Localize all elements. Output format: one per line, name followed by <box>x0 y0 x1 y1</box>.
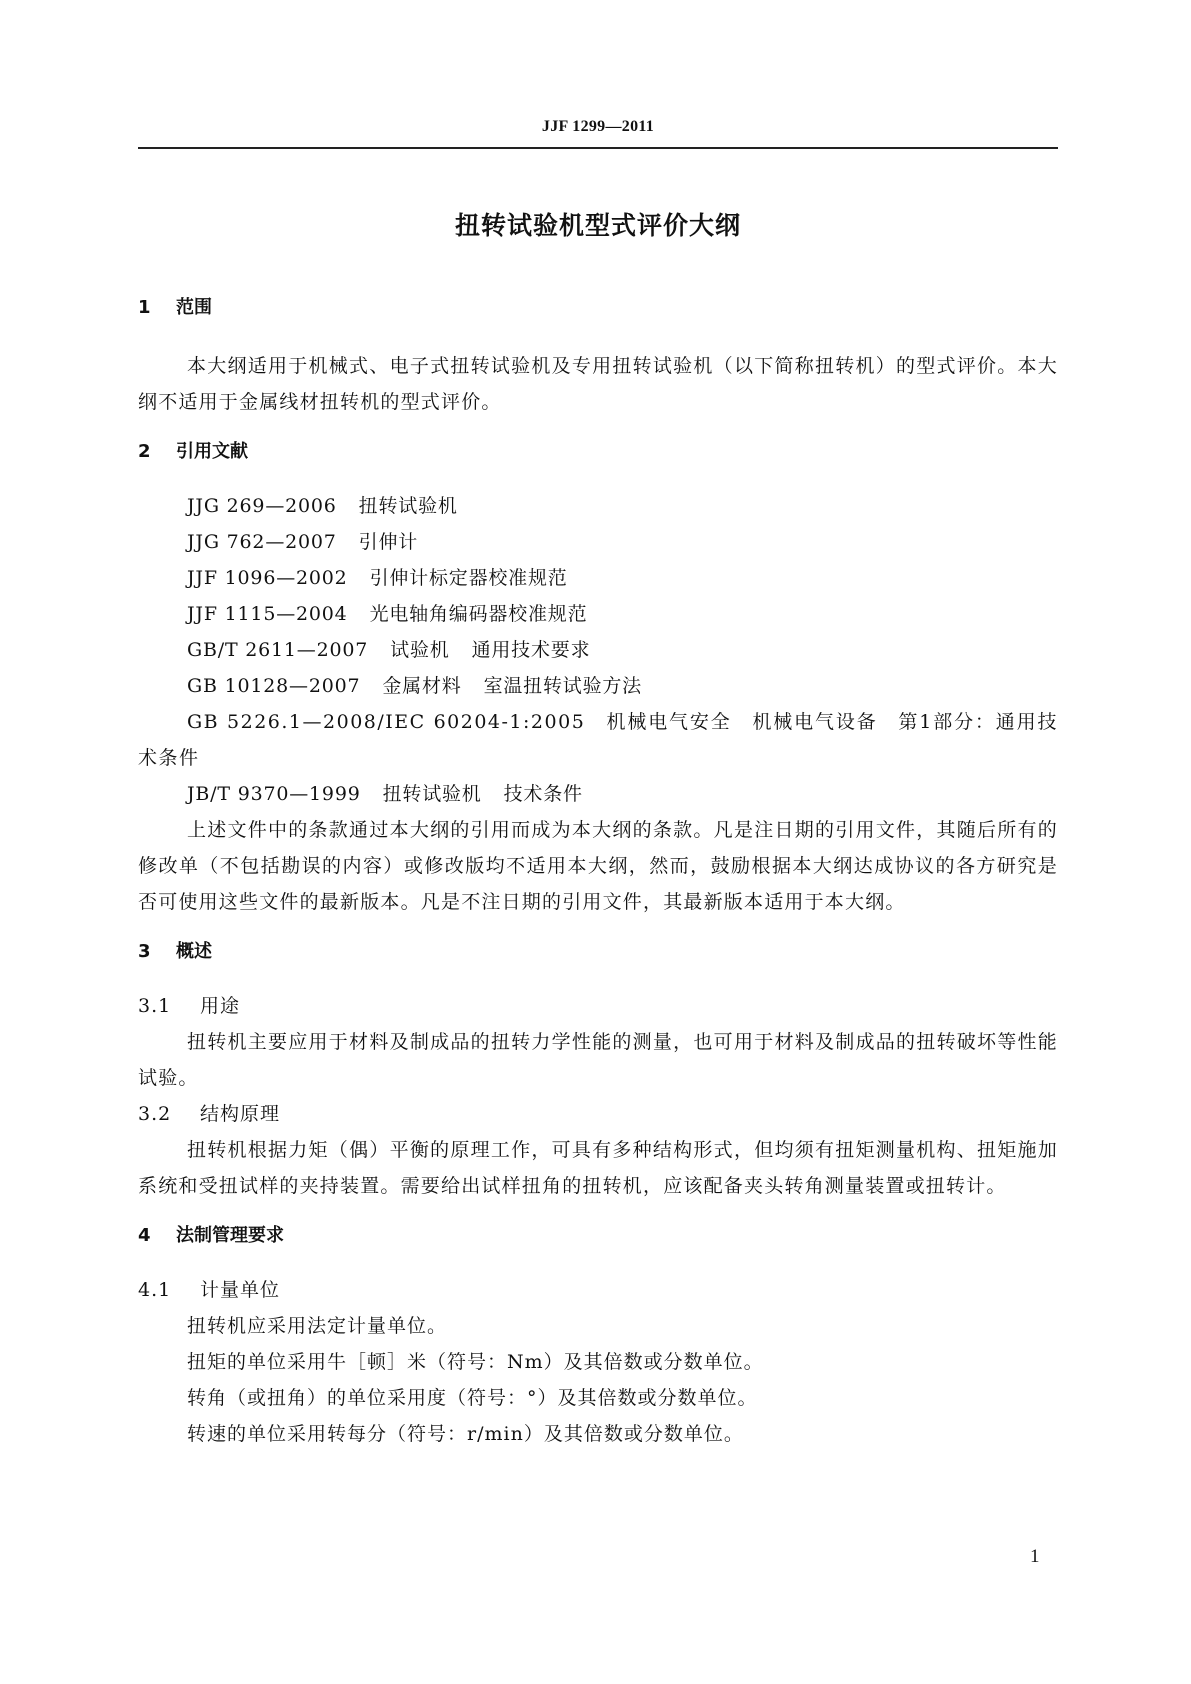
reference-item <box>138 632 1058 668</box>
subsection-number: 3.2 <box>138 1103 172 1125</box>
reference-code: GB 10128—2007 <box>187 675 361 697</box>
section-title: 范围 <box>176 297 212 318</box>
section-4-heading <box>138 1224 1058 1248</box>
section-2-paragraph: 上述文件中的条款通过本大纲的引用而成为本大纲的条款。凡是注日期的引用文件，其随后所有的修改单（不包括勘误的内容）或修改版均不适用本大纲，然而，鼓励根据本大纲达成协议的各方研究是否可使用这些文件的最新版本。凡是不注日期的引用文件，其最新版本适用于本大纲。 <box>138 819 1058 913</box>
section-3-heading <box>138 940 1058 964</box>
subsection-3-1-paragraph: 扭转机主要应用于材料及制成品的扭转力学性能的测量，也可用于材料及制成品的扭转破坏等性能试验。 <box>138 1031 1058 1089</box>
unit-line: 扭矩的单位采用牛［顿］米（符号：Nm）及其倍数或分数单位。 <box>187 1351 764 1373</box>
subsection-3-2-heading <box>138 1096 1058 1132</box>
section-title: 概述 <box>176 941 212 962</box>
header-rule <box>138 147 1058 149</box>
reference-item <box>138 776 1058 812</box>
reference-code: GB/T 2611—2007 <box>187 639 369 661</box>
reference-item <box>138 488 1058 524</box>
reference-item <box>138 524 1058 560</box>
reference-subname: 室温扭转试验方法 <box>483 675 642 697</box>
section-1-heading <box>138 296 1058 320</box>
unit-line: 转速的单位采用转每分（符号：r/min）及其倍数或分数单位。 <box>187 1423 744 1445</box>
reference-code: JB/T 9370—1999 <box>187 783 361 805</box>
document-body <box>138 296 1058 1452</box>
section-title: 引用文献 <box>176 441 248 462</box>
subsection-title: 计量单位 <box>200 1279 281 1301</box>
subsection-number: 3.1 <box>138 995 172 1017</box>
section-2-heading <box>138 440 1058 464</box>
document-title: 扭转试验机型式评价大纲 <box>454 211 741 240</box>
page-number: 1 <box>1030 1546 1040 1567</box>
section-number: 4 <box>138 1225 151 1246</box>
reference-name: 光电轴角编码器校准规范 <box>369 603 588 625</box>
reference-name: 金属材料 <box>382 675 462 697</box>
section-number: 1 <box>138 297 151 318</box>
section-1-paragraph: 本大纲适用于机械式、电子式扭转试验机及专用扭转试验机（以下简称扭转机）的型式评价。本大纲不适用于金属线材扭转机的型式评价。 <box>138 355 1058 413</box>
subsection-4-1-heading <box>138 1272 1058 1308</box>
section-number: 3 <box>138 941 151 962</box>
subsection-title: 结构原理 <box>200 1103 281 1125</box>
reference-code: JJG 269—2006 <box>187 495 337 517</box>
reference-name: 引伸计 <box>358 531 419 553</box>
subsection-3-1-heading <box>138 988 1058 1024</box>
reference-code: JJG 762—2007 <box>187 531 337 553</box>
reference-item <box>138 668 1058 704</box>
reference-name: 引伸计标定器校准规范 <box>369 567 568 589</box>
unit-line: 扭转机应采用法定计量单位。 <box>187 1315 448 1337</box>
document-code-header: JJF 1299—2011 <box>541 118 655 135</box>
reference-name: 扭转试验机 <box>382 783 482 805</box>
section-title: 法制管理要求 <box>176 1225 284 1246</box>
reference-item-long: GB 5226.1—2008/IEC 60204-1:2005 机械电气安全 机械电气设备 第1部分：通用技术条件 <box>138 711 1058 769</box>
reference-item <box>138 560 1058 596</box>
reference-subname: 通用技术要求 <box>471 639 591 661</box>
reference-code: JJF 1115—2004 <box>187 603 348 625</box>
subsection-number: 4.1 <box>138 1279 172 1301</box>
reference-name: 试验机 <box>390 639 450 661</box>
reference-subname: 技术条件 <box>503 783 583 805</box>
reference-code: JJF 1096—2002 <box>187 567 348 589</box>
unit-line: 转角（或扭角）的单位采用度（符号：°）及其倍数或分数单位。 <box>187 1387 758 1409</box>
reference-name: 扭转试验机 <box>358 495 458 517</box>
section-number: 2 <box>138 441 151 462</box>
reference-item <box>138 596 1058 632</box>
subsection-3-2-paragraph: 扭转机根据力矩（偶）平衡的原理工作，可具有多种结构形式，但均须有扭矩测量机构、扭矩施加系统和受扭试样的夹持装置。需要给出试样扭角的扭转机，应该配备夹头转角测量装置或扭转计。 <box>138 1139 1058 1197</box>
subsection-title: 用途 <box>200 995 241 1017</box>
